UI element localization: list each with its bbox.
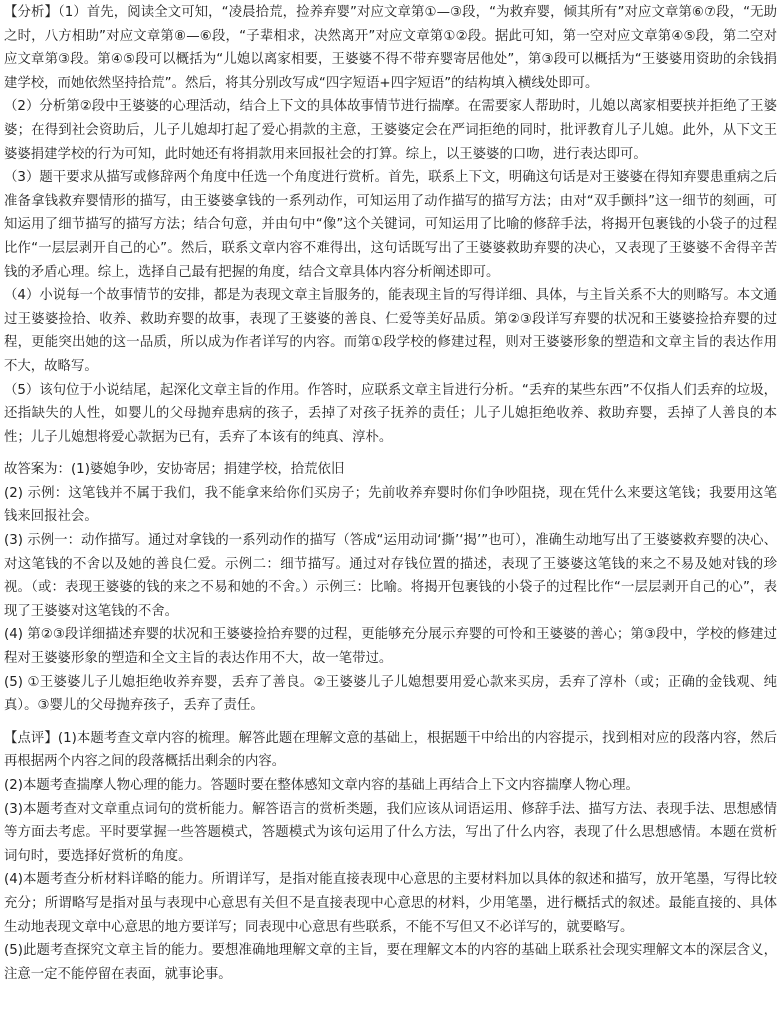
analysis-paragraph-5: （5）该句位于小说结尾，起深化文章主旨的作用。作答时，应联系文章主旨进行分析。“丢弃的某些东西”不仅指人们丢弃的垃圾，还指缺失的人性，如婴儿的父母抛弃患病的孩子，丢掉了对孩子抚养的责任；儿子儿媳拒绝收养、救助弃婴，丢掉了人善良的本性；儿子儿媳想将爱心款据为已有，丢弃了本该有的纯真、淳朴。 [4,382,777,445]
review-paragraph-1 [4,727,777,774]
analysis-section [4,1,777,449]
analysis-paragraph-1 [4,1,777,95]
review-paragraph-3: (3)本题考查对文章重点词句的赏析能力。解答语言的赏析类题，我们应该从词语运用、修辞手法、描写方法、表现手法、思想感情等方面去考虑。平时要掌握一些答题模式，答题模式为该句运用了什么方法，写出了什么内容，表现了什么思想感情。本题在赏析词句时，要选择好赏析的角度。 [4,801,777,864]
answer-paragraph-5: (5) ①王婆婆儿子儿媳拒绝收养弃婴，丢弃了善良。②王婆婆儿子儿媳想要用爱心款来买房，丢弃了淳朴（或；正确的金钱观、纯真）。③婴儿的父母抛弃孩子，丢弃了责任。 [4,674,777,714]
analysis-paragraph-4: （4）小说每一个故事情节的安排，都是为表现文章主旨服务的，能表现主旨的写得详细、具体，与主旨关系不大的则略写。本文通过王婆婆捡拾、收养、救助弃婴的故事，表现了王婆婆的善良、仁爱等美好品质。第②③段详写弃婴的状况和王婆婆捡拾弃婴的过程，更能突出她的这一品质，所以成为作者详写的内容。而第①段学校的修建过程，则对王婆婆形象的塑造和文章主旨的表达作用不大，故略写。 [4,288,777,374]
answer-paragraph-1: 故答案为：(1)婆媳争吵，安协寄居；捐建学校，拾荒依旧 [4,462,345,478]
analysis-text-1: （1）首先，阅读全文可知，“凌晨拾荒，捡养弃婴”对应文章第①—③段，“为救弃婴，倾其所有”对应文章第⑥⑦段，“无助之时，八方相助”对应文章第⑧—⑥段，“子辈相求，决然离开”对应文章第①②段。据此可知，第一空对应文章第④⑤段，第二空对应文章第③段。第④⑤段可以概括为“儿媳以离家相要，王婆婆不得不带弃婴寄居他处”，第③段可以概括为“王婆婆用资助的余钱捐建学校，而她依然坚持拾荒”。然后，将其分别改写成“四字短语+四字短语”的结构填入横线处即可。 [4,5,777,91]
answer-paragraph-4: (4) 第②③段详细描述弃婴的状况和王婆婆捡拾弃婴的过程，更能够充分展示弃婴的可怜和王婆婆的善心；第③段中，学校的修建过程对王婆婆形象的塑造和全文主旨的表达作用不大，故一笔带过。 [4,627,777,667]
review-paragraph-4: (4)本题考查分析材料详略的能力。所谓详写，是指对能直接表现中心意思的主要材料加以具体的叙述和描写，放开笔墨，写得比较充分；所谓略写是指对虽与表现中心意思有关但不是直接表现中心意思的材料，少用笔墨，进行概括式的叙述。最能直接的、具体生动地表现文章中心意思的地方要详写；同表现中心意思有些联系，不能不写但又不必详写的，就要略写。 [4,872,777,935]
review-tag: 【点评】 [4,730,58,746]
analysis-paragraph-2: （2）分析第②段中王婆婆的心理活动，结合上下文的具体故事情节进行揣摩。在需要家人帮助时，儿媳以离家相要挟并拒绝了王婆婆；在得到社会资助后，儿子儿媳却打起了爱心捐款的主意，王婆婆定会在严词拒绝的同时，批评教育儿子儿媳。此外，从下文王婆婆捐建学校的行为可知，此时她还有将捐款用来回报社会的打算。综上，以王婆婆的口吻，进行表达即可。 [4,99,777,162]
answer-paragraph-3: (3) 示例一：动作描写。通过对拿钱的一系列动作的描写（答成“运用动词‘撕’‘揭’”也可），准确生动地写出了王婆婆救弃婴的决心、对这笔钱的不舍以及她的善良仁爱。示例二：细节描写。通过对存钱位置的描述，表现了王婆婆这笔钱的来之不易及她对钱的珍视。（或：表现王婆婆的钱的来之不易和她的不舍。）示例三：比喻。将揭开包裹钱的小袋子的过程比作“一层层剥开自己的心”，表现了王婆婆对这笔钱的不舍。 [4,533,777,619]
analysis-paragraph-3: （3）题干要求从描写或修辞两个角度中任选一个角度进行赏析。首先，联系上下文，明确这句话是对王婆婆在得知弃婴患重病之后准备拿钱救弃婴情形的描写，由王婆婆拿钱的一系列动作，可知运用了动作描写的描写方法；由对“双手颤抖”这一细节的刻画，可知运用了细节描写的描写方法；结合句意，并由句中“像”这个关键词，可知运用了比喻的修辞手法，将揭开包裹钱的小袋子的过程比作“一层层剥开自己的心”。然后，联系文章内容不难得出，这句话既写出了王婆婆救助弃婴的决心，又表现了王婆婆不舍得辛苦钱的矛盾心理。综上，选择自己最有把握的角度，结合文章具体内容分析阐述即可。 [4,170,777,280]
review-paragraph-2: (2)本题考查揣摩人物心理的能力。答题时要在整体感知文章内容的基础上再结合上下文内容揣摩人物心理。 [4,778,639,793]
review-text-1: (1)本题考查文章内容的梳理。解答此题在理解文意的基础上，根据题干中给出的内容提示，找到相对应的段落内容，然后再根据两个内容之间的段落概括出剩余的内容。 [4,730,777,770]
review-section [4,727,777,987]
answer-paragraph-2: (2) 示例：这笔钱并不属于我们，我不能拿来给你们买房子；先前收养弃婴时你们争吵阻挠，现在凭什么来要这笔钱；我要用这笔钱来回报社会。 [4,485,777,525]
answers-section [4,458,777,718]
analysis-tag: 【分析】 [4,5,58,20]
review-paragraph-5: (5)此题考查探究文章主旨的能力。要想准确地理解文章的主旨，要在理解文本的内容的基础上联系社会现实理解文本的深层含义，注意一定不能停留在表面，就事论事。 [4,943,777,982]
